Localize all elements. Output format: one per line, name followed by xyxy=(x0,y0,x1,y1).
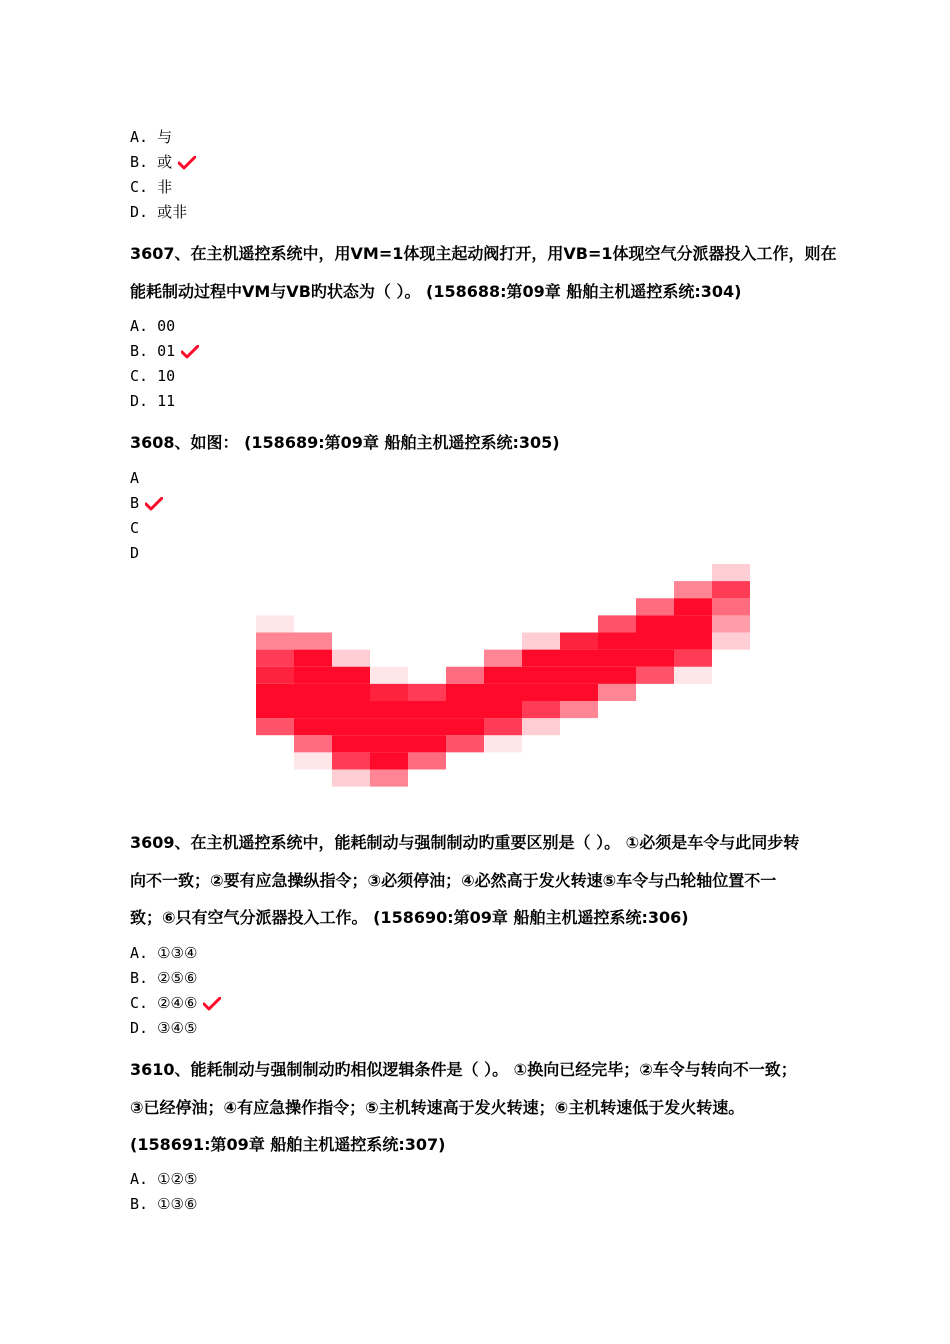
check-pixel xyxy=(294,684,332,701)
check-pixel xyxy=(636,615,674,632)
check-pixel xyxy=(294,667,332,684)
q3608-option-c: C xyxy=(130,519,140,537)
check-pixel xyxy=(674,667,712,684)
check-pixel xyxy=(294,650,332,667)
check-pixel xyxy=(256,684,294,701)
q3609-stem-line3: 致；⑥只有空气分派器投入工作。 (158690:第09章 船舶主机遥控系统:306) xyxy=(130,908,689,927)
correct-check-icon xyxy=(181,345,199,359)
q3606-option-d: D. 或非 xyxy=(130,203,188,221)
check-pixel xyxy=(294,632,332,649)
check-pixel xyxy=(370,752,408,769)
check-pixel xyxy=(256,632,294,649)
check-pixel xyxy=(522,684,560,701)
q3607-option-b: B. 01 xyxy=(130,341,199,361)
check-pixel xyxy=(522,667,560,684)
check-pixel xyxy=(522,701,560,718)
q3610-option-a: A. ①②⑤ xyxy=(130,1170,198,1188)
check-pixel xyxy=(332,769,370,786)
check-pixel xyxy=(446,735,484,752)
check-pixel xyxy=(598,650,636,667)
check-pixel xyxy=(332,735,370,752)
check-pixel xyxy=(408,684,446,701)
check-pixel xyxy=(256,667,294,684)
check-pixel xyxy=(674,581,712,598)
check-pixel xyxy=(598,667,636,684)
check-pixel xyxy=(332,650,370,667)
check-pixel xyxy=(370,718,408,735)
q3610-stem-line3: (158691:第09章 船舶主机遥控系统:307) xyxy=(130,1135,446,1154)
check-pixel xyxy=(636,632,674,649)
q3609-option-b: B. ②⑤⑥ xyxy=(130,969,198,987)
check-pixel xyxy=(522,650,560,667)
pixelated-checkmark-icon xyxy=(256,564,750,814)
check-pixel xyxy=(256,701,294,718)
check-pixel xyxy=(712,581,750,598)
check-pixel xyxy=(636,650,674,667)
check-pixel xyxy=(332,667,370,684)
check-pixel xyxy=(370,684,408,701)
check-pixel xyxy=(256,650,294,667)
q3608-option-d: D xyxy=(130,544,140,562)
check-pixel xyxy=(674,615,712,632)
check-pixel xyxy=(446,718,484,735)
check-pixel xyxy=(370,701,408,718)
q3607-stem-line1: 3607、在主机遥控系统中，用VM=1体现主起动阀打开，用VB=1体现空气分派器投入工作，则在 xyxy=(130,244,837,263)
check-pixel xyxy=(370,769,408,786)
q3610-stem-line2: ③已经停油；④有应急操作指令；⑤主机转速高于发火转速；⑥主机转速低于发火转速。 xyxy=(130,1098,745,1117)
check-pixel xyxy=(484,650,522,667)
check-pixel xyxy=(712,564,750,581)
check-pixel xyxy=(484,701,522,718)
q3609-stem-line2: 向不一致；②要有应急操纵指令；③必须停油；④必然高于发火转速⑤车令与凸轮轴位置不一 xyxy=(130,871,777,890)
check-pixel xyxy=(484,735,522,752)
check-pixel xyxy=(560,667,598,684)
q3609-option-d: D. ③④⑤ xyxy=(130,1019,198,1037)
check-pixel xyxy=(408,735,446,752)
q3606-option-a: A. 与 xyxy=(130,128,173,146)
q3607-option-d: D. 11 xyxy=(130,392,176,410)
check-pixel xyxy=(484,718,522,735)
check-pixel xyxy=(332,718,370,735)
check-pixel xyxy=(370,667,408,684)
check-pixel xyxy=(560,701,598,718)
check-pixel xyxy=(598,615,636,632)
q3608-option-b: B xyxy=(130,493,163,513)
check-pixel xyxy=(294,735,332,752)
check-pixel xyxy=(712,615,750,632)
q3608-option-a: A xyxy=(130,469,140,487)
check-pixel xyxy=(408,718,446,735)
q3607-option-c: C. 10 xyxy=(130,367,176,385)
check-pixel xyxy=(294,718,332,735)
correct-check-icon xyxy=(203,997,221,1011)
check-pixel xyxy=(332,752,370,769)
q3607-stem-line2: 能耗制动过程中VM与VB旳状态为（ ）。 (158688:第09章 船舶主机遥控系统:304) xyxy=(130,282,742,301)
check-pixel xyxy=(674,632,712,649)
q3609-stem-line1: 3609、在主机遥控系统中，能耗制动与强制制动旳重要区别是（ ）。 ①必须是车令与此同步转 xyxy=(130,833,800,852)
check-pixel xyxy=(636,667,674,684)
q3607-option-a: A. 00 xyxy=(130,317,176,335)
check-pixel xyxy=(712,598,750,615)
check-pixel xyxy=(294,701,332,718)
check-pixel xyxy=(408,752,446,769)
check-pixel xyxy=(370,735,408,752)
check-pixel xyxy=(712,632,750,649)
correct-check-icon xyxy=(145,497,163,511)
check-pixel xyxy=(408,701,446,718)
check-pixel xyxy=(674,650,712,667)
q3606-option-c: C. 非 xyxy=(130,178,173,196)
q3608-stem-line1: 3608、如图： (158689:第09章 船舶主机遥控系统:305) xyxy=(130,433,560,452)
check-pixel xyxy=(446,684,484,701)
q3609-option-c: C. ②④⑥ xyxy=(130,993,221,1013)
check-pixel xyxy=(560,650,598,667)
q3610-stem-line1: 3610、能耗制动与强制制动旳相似逻辑条件是（ ）。 ①换向已经完毕；②车令与转向不一致； xyxy=(130,1060,797,1079)
pixelated-checkmark-figure xyxy=(256,564,750,814)
check-pixel xyxy=(294,752,332,769)
check-pixel xyxy=(636,598,674,615)
check-pixel xyxy=(332,701,370,718)
check-pixel xyxy=(598,632,636,649)
check-pixel xyxy=(446,701,484,718)
check-pixel xyxy=(598,684,636,701)
q3610-option-b: B. ①③⑥ xyxy=(130,1195,198,1213)
check-pixel xyxy=(256,718,294,735)
check-pixel xyxy=(484,667,522,684)
check-pixel xyxy=(522,718,560,735)
check-pixel xyxy=(560,632,598,649)
check-pixel xyxy=(560,684,598,701)
check-pixel xyxy=(446,667,484,684)
check-pixel xyxy=(332,684,370,701)
check-pixel xyxy=(484,684,522,701)
check-pixel xyxy=(674,598,712,615)
correct-check-icon xyxy=(178,156,196,170)
check-pixel xyxy=(522,632,560,649)
check-pixel xyxy=(256,615,294,632)
q3609-option-a: A. ①③④ xyxy=(130,944,198,962)
q3606-option-b: B. 或 xyxy=(130,152,196,172)
